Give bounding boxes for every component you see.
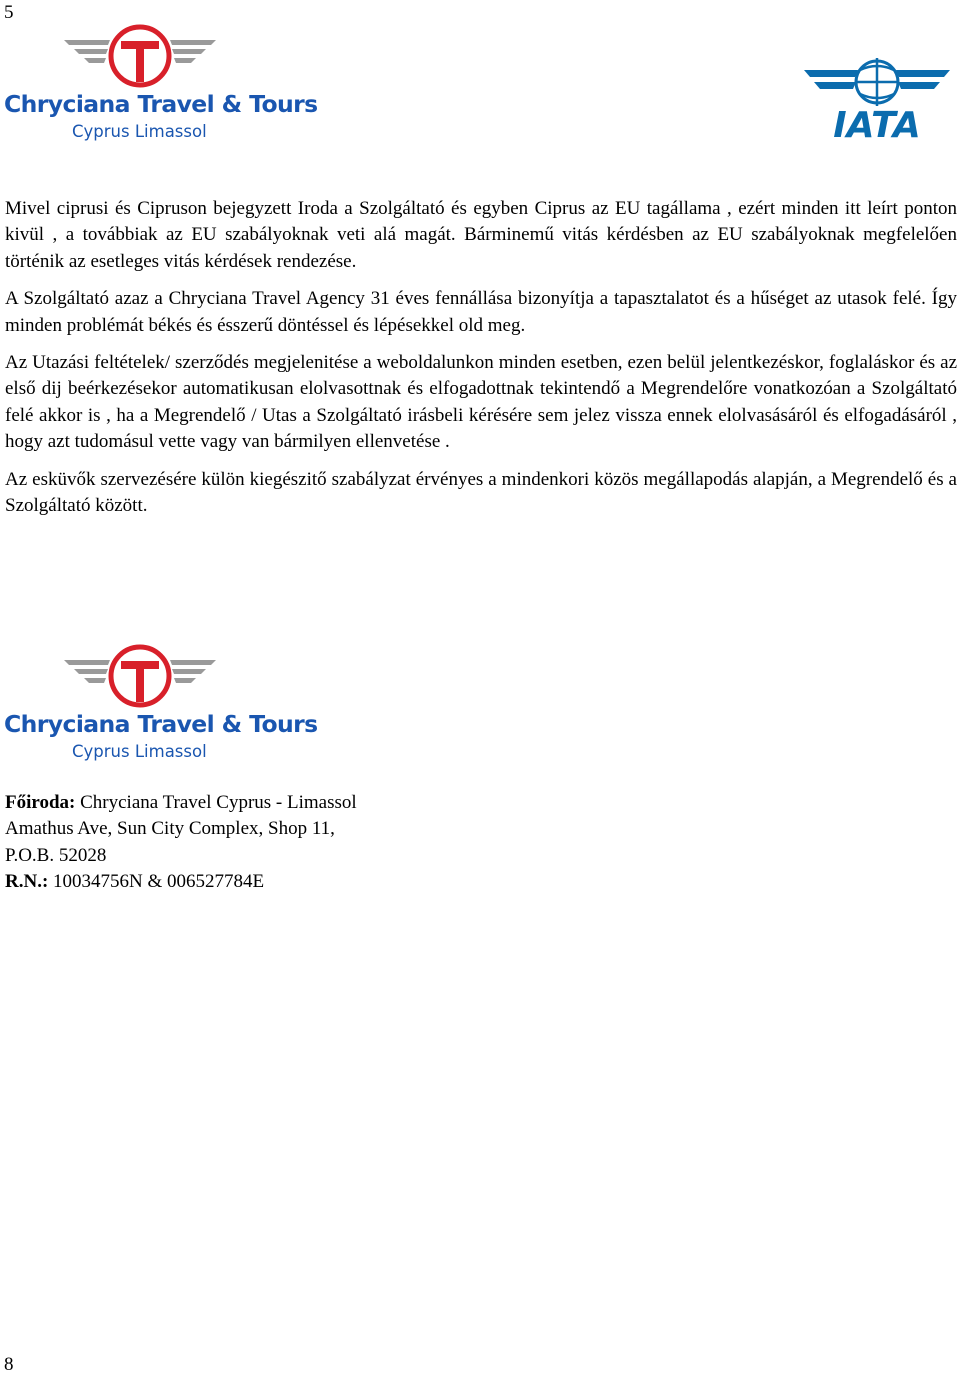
headquarters-label: Főiroda: (5, 792, 76, 813)
company-address (5, 790, 357, 896)
logo-location-text: Cyprus Limassol (72, 122, 207, 141)
paragraph-eu-rules: Mivel ciprusi és Cipruson bejegyzett Iroda a Szolgáltató és egyben Ciprus az EU tagállama , ezért minden itt leírt ponton kivül , a továbbiak az EU szabályoknak veti alá magát. Bárminemű vitás kérdésben az EU szabályoknak megfelelően történik az esetleges vitás kérdések rendezése. (5, 198, 957, 272)
logo-brand-text: Chryciana Travel & Tours (4, 90, 318, 118)
logo-brand-text: Chryciana Travel & Tours (4, 710, 318, 738)
headquarters-value: Chryciana Travel Cyprus - Limassol (75, 792, 357, 813)
po-box-line: P.O.B. 52028 (5, 844, 107, 866)
terms-text (5, 196, 957, 519)
paragraph-experience: A Szolgáltató azaz a Chryciana Travel Agency 31 éves fennállása bizonyítja a tapasztalatot és a hűséget az utasok felé. Így minden problémát békés és ésszerű döntéssel és lépésekkel old meg. (5, 288, 957, 336)
registration-value: 10034756N & 006527784E (48, 871, 265, 893)
winged-t-emblem-icon (60, 24, 220, 90)
iata-logo-icon (802, 40, 952, 140)
headquarters-line (5, 790, 357, 816)
paragraph-weddings: Az esküvők szervezésére külön kiegészitő szabályzat érvényes a mindenkori közös megállapodás alapján, a Megrendelő és a Szolgáltató között. (5, 468, 957, 517)
paragraph-terms-acceptance: Az Utazási feltételek/ szerződés megjelenitése a weboldalunkon minden esetben, ezen belül jelentkezéskor, foglaláskor és az első dij beérkezésekor automatikusan elolvasottnak és elfogadottnak tekintendő a Megrendelőre vonatkozóan a Szolgáltató felé akkor is , ha a Megrendelő / Utas a Szolgáltató irásbeli kérésére sem jelez vissza ennek elolvasásáról és elfogadásáról , hogy azt tudomásul vette vagy van bármilyen ellenvetése . (5, 352, 957, 453)
page-number-bottom: 8 (4, 1354, 14, 1375)
winged-t-emblem-icon (60, 644, 220, 710)
iata-text: IATA (833, 105, 921, 140)
page-number-top: 5 (4, 2, 14, 23)
registration-label: R.N.: (5, 871, 49, 893)
registration-line (5, 869, 357, 895)
logo-location-text: Cyprus Limassol (72, 742, 207, 761)
street-line: Amathus Ave, Sun City Complex, Shop 11, (5, 818, 335, 840)
